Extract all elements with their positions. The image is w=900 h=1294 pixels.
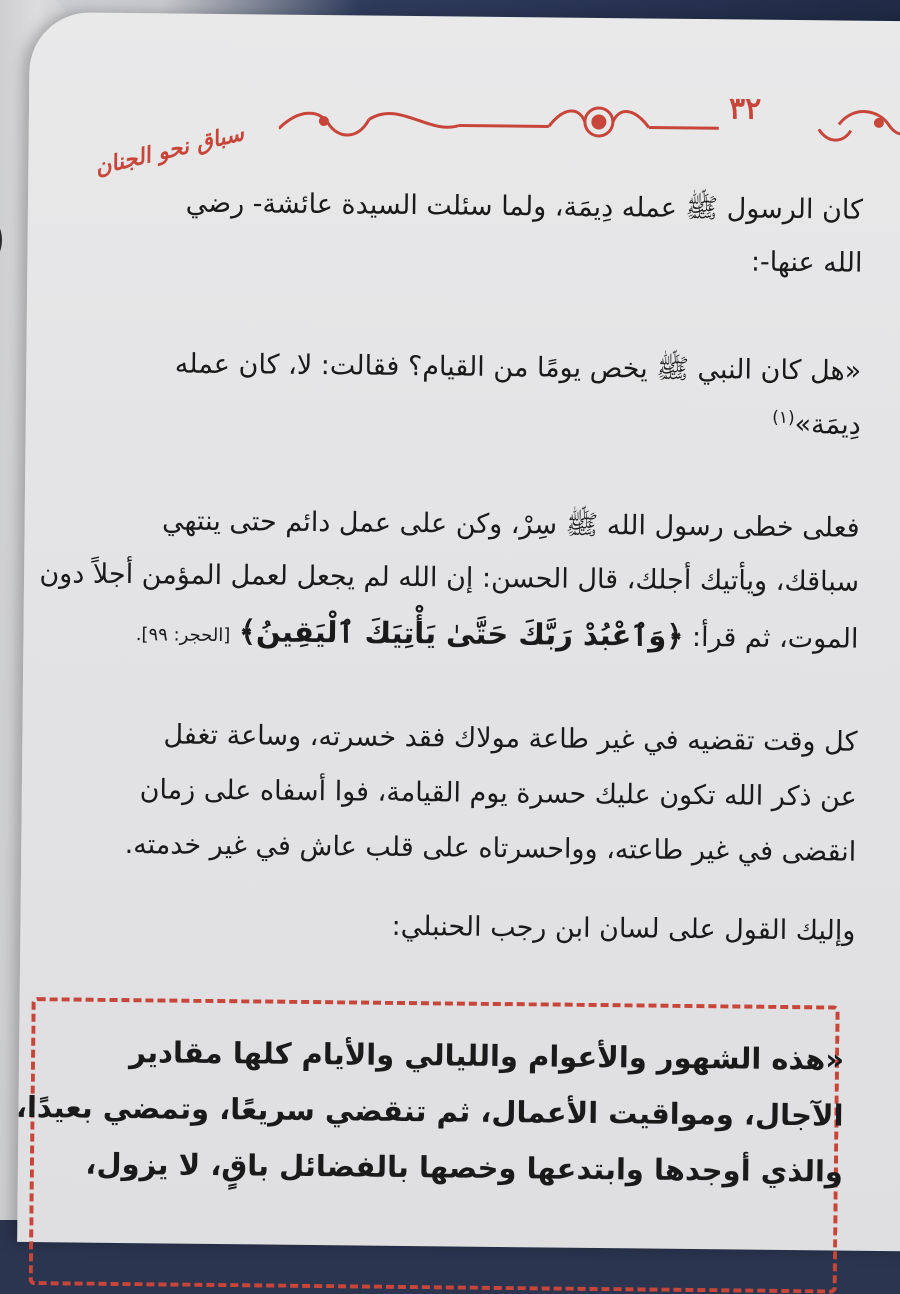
page-header [68, 74, 900, 193]
quran-verse: ﴿وَٱعْبُدْ رَبَّكَ حَتَّىٰ يَأْتِيَكَ ٱلْيَقِينُ﴾ [238, 614, 684, 653]
page-number: ٣٢ [728, 91, 762, 127]
paragraph-2-text: دِيمَة» [794, 409, 861, 441]
quote-line-2: الآجال، ومواقيت الأعمال، ثم تنقضي سريعًا، وتمضي بعيدًا، [15, 1089, 844, 1133]
paragraph-2-line-2 [772, 408, 861, 441]
paragraph-4-line-2: عن ذكر الله تكون عليك حسرة يوم القيامة، فوا أسفاه على زمان [139, 774, 857, 813]
book-page [17, 12, 900, 1251]
paragraph-3-line-2: سباقك، ويأتيك أجلك، قال الحسن: إن الله لم يجعل لعمل المؤمن أجلاً دون [39, 558, 860, 598]
paragraph-5-line-1: وإليك القول على لسان ابن رجب الحنبلي: [391, 910, 856, 947]
footnote-marker: (١) [772, 407, 795, 429]
leaf-illustration [0, 90, 10, 430]
paragraph-3-line-3 [136, 613, 859, 655]
paragraph-4-line-3: انقضى في غير طاعته، وواحسرتاه على قلب عاش في غير خدمته. [124, 829, 857, 868]
paragraph-3-prefix: الموت، ثم قرأ: [691, 621, 859, 655]
paragraph-2-line-1: «هل كان النبي ﷺ يخص يومًا من القيام؟ فقالت: لا، كان عمله [174, 348, 862, 387]
running-title: سباق نحو الجنان [92, 120, 247, 181]
paragraph-3-line-1: فعلى خطى رسول الله ﷺ سِرْ، وكن على عمل دائم حتى ينتهي [161, 505, 860, 544]
paragraph-1-line-1: كان الرسول ﷺ عمله دِيمَة، ولما سئلت السيدة عائشة- رضي [185, 187, 864, 226]
header-ornament [279, 89, 900, 156]
quote-line-1: «هذه الشهور والأعوام والليالي والأيام كلها مقادير [129, 1035, 845, 1077]
paragraph-1-line-2: الله عنها-: [750, 246, 863, 279]
paragraph-4-line-1: كل وقت تقضيه في غير طاعة مولاك فقد خسرته، وساعة تغفل [163, 719, 858, 758]
quote-line-3: والذي أوجدها وابتدعها وخصها بالفضائل باقٍ، لا يزول، [85, 1146, 844, 1189]
quran-reference: [الحجر: ٩٩]. [135, 624, 231, 647]
